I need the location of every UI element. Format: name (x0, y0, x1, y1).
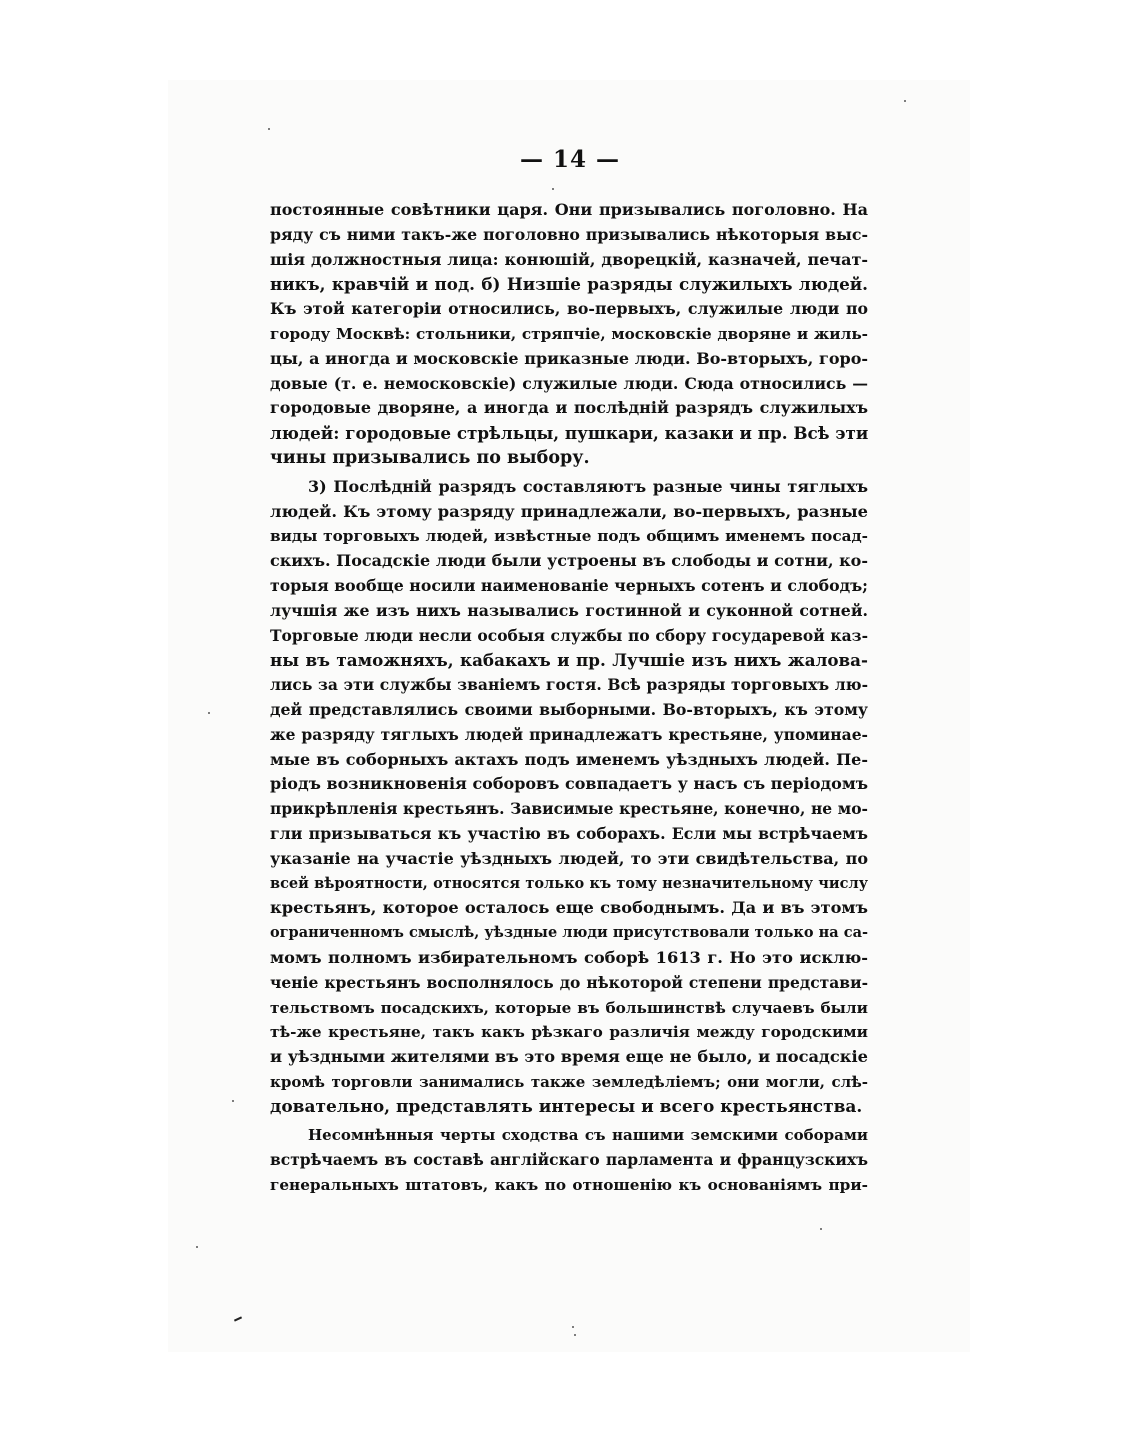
text-line: ограниченномъ смыслѣ, уѣздные люди присутствовали только на са- (270, 924, 868, 942)
body-text (270, 198, 868, 1198)
text-line: городу Москвѣ: стольники, стряпчіе, московскіе дворяне и жиль- (270, 324, 868, 343)
text-line: цы, а иногда и московскіе приказные люди. Во-вторыхъ, горо- (270, 348, 868, 368)
text-line: ріодъ возникновенія соборовъ совпадаетъ у насъ съ періодомъ (270, 774, 868, 794)
text-line: крестьянъ, которое осталось еще свободнымъ. Да и въ этомъ (270, 898, 868, 918)
text-line: ны въ таможняхъ, кабакахъ и пр. Лучшіе изъ нихъ жалова- (270, 650, 868, 671)
scan-speck (574, 1334, 576, 1336)
scan-speck (208, 712, 210, 714)
scan-speck (196, 1246, 198, 1248)
text-line: мые въ соборныхъ актахъ подъ именемъ уѣздныхъ людей. Пе- (270, 749, 868, 769)
text-line: довательно, представлять интересы и всего крестьянства. (270, 1096, 863, 1117)
paragraph-3 (270, 1123, 868, 1197)
text-line: всей вѣроятности, относятся только къ тому незначительному числу (270, 874, 868, 892)
text-line: ряду съ ними такъ-же поголовно призывались нѣкоторыя выс- (270, 224, 868, 244)
text-line: кромѣ торговли занимались также земледѣліемъ; они могли, слѣ- (270, 1072, 868, 1091)
scan-speck (232, 1100, 234, 1102)
text-line: и уѣздными жителями въ это время еще не было, и посадскіе (270, 1047, 868, 1067)
text-line: указаніе на участіе уѣздныхъ людей, то эти свидѣтельства, по (270, 848, 868, 868)
text-line: чины призывались по выбору. (270, 447, 590, 468)
text-line: генеральныхъ штатовъ, какъ по отношенію къ основаніямъ при- (270, 1176, 868, 1195)
text-line: лись за эти службы званіемъ гостя. Всѣ разряды торговыхъ лю- (270, 675, 868, 695)
scan-speck (552, 188, 554, 190)
text-line: 3) Послѣдній разрядъ составляютъ разные чины тяглыхъ (308, 476, 868, 496)
text-line: лучшія же изъ нихъ назывались гостинной и суконной сотней. (270, 600, 868, 620)
page-number: — 14 — (519, 146, 621, 173)
text-line: ченіе крестьянъ восполнялось до нѣкоторой степени представи- (270, 972, 868, 992)
text-line: шія должностныя лица: конюшій, дворецкій, казначей, печат- (270, 249, 868, 269)
text-line: людей: городовые стрѣльцы, пушкари, казаки и пр. Всѣ эти (270, 423, 869, 444)
text-line: людей. Къ этому разряду принадлежали, во-первыхъ, разные (270, 501, 868, 521)
paragraph-1 (270, 198, 868, 471)
text-line: скихъ. Посадскіе люди были устроены въ слободы и сотни, ко- (270, 551, 868, 571)
text-line: довые (т. е. немосковскіе) служилые люди. Сюда относились — (270, 373, 868, 393)
scan-speck (572, 1326, 574, 1328)
text-line: никъ, кравчій и под. б) Низшіе разряды служилыхъ людей. (270, 274, 868, 295)
text-line: тельствомъ посадскихъ, которые въ большинствѣ случаевъ были (270, 998, 868, 1017)
text-line: Къ этой категоріи относились, во-первыхъ, служилые люди по (270, 299, 868, 319)
text-line: дей представлялись своими выборными. Во-вторыхъ, къ этому (270, 699, 868, 719)
text-line: постоянные совѣтники царя. Они призывались поголовно. На (270, 200, 868, 219)
text-line: момъ полномъ избирательномъ соборѣ 1613 г. Но это исклю- (270, 947, 868, 967)
text-line: виды торговыхъ людей, извѣстные подъ общимъ именемъ посад- (270, 527, 868, 546)
text-line: тѣ-же крестьяне, такъ какъ рѣзкаго различія между городскими (270, 1023, 868, 1042)
text-line: городовые дворяне, а иногда и послѣдній разрядъ служилыхъ (270, 398, 868, 418)
text-line: торыя вообще носили наименованіе черныхъ сотенъ и слободъ; (270, 575, 868, 595)
scan-speck (904, 100, 906, 102)
text-line: встрѣчаемъ въ составѣ англійскаго парламента и французскихъ (270, 1150, 868, 1170)
text-line: гли призываться къ участію въ соборахъ. Если мы встрѣчаемъ (270, 823, 868, 843)
text-line: же разряду тяглыхъ людей принадлежатъ крестьяне, упоминае- (270, 724, 868, 744)
text-line: прикрѣпленія крестьянъ. Зависимые крестьяне, конечно, не мо- (270, 799, 868, 819)
text-line: Несомнѣнныя черты сходства съ нашими земскими соборами (308, 1126, 868, 1145)
text-line: Торговые люди несли особыя службы по сбору государевой каз- (270, 625, 868, 645)
scan-speck (820, 1228, 822, 1230)
scan-speck (268, 128, 270, 130)
paragraph-2 (270, 475, 868, 1120)
